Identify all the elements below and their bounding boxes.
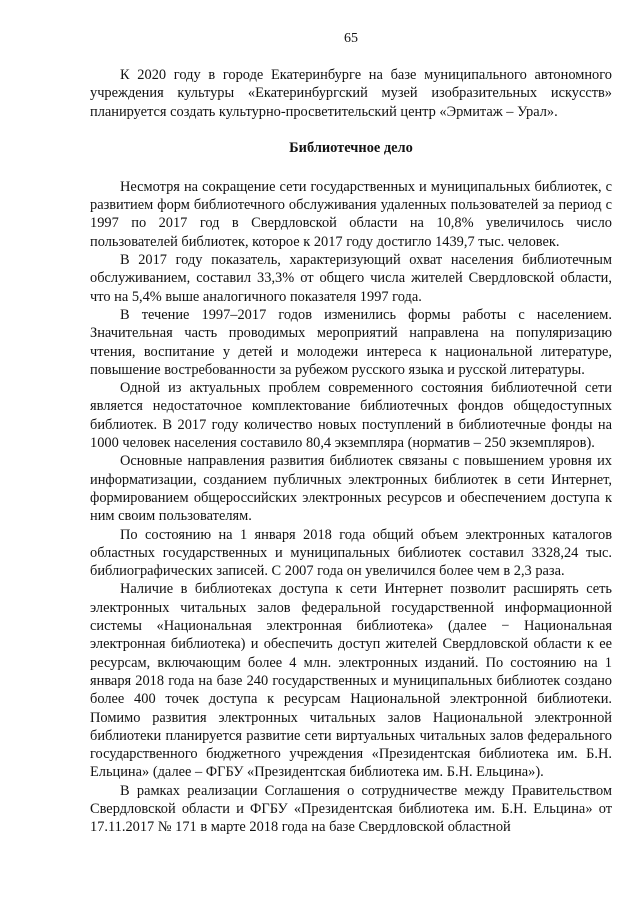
intro-paragraph: К 2020 году в городе Екатеринбурге на базе муниципального автономного учреждения культуры «Екатеринбургский музей изобразительных искусств» планируется создать культурно-просветительский центр «Эрмитаж – Урал». bbox=[90, 67, 612, 120]
paragraph-informatization: Основные направления развития библиотек связаны с повышением уровня их информатизации, созданием публичных электронных библиотек в сети Интернет, формированием общероссийских электронных ресурсов и обеспечением доступа к ним своим пользователям. bbox=[90, 453, 612, 525]
paragraph-catalogs: По состоянию на 1 января 2018 года общий объем электронных каталогов областных государственных и муниципальных библиотек составил 3328,24 тыс. библиографических записей. С 2007 года он увеличился более чем в 2,3 раза. bbox=[90, 526, 612, 580]
section-heading: Библиотечное дело bbox=[289, 139, 413, 156]
paragraph-coverage: В 2017 году показатель, характеризующий охват населения библиотечным обслуживанием, составил 33,3% от общего числа жителей Свердловской области, что на 5,4% выше аналогичного показателя 1997 года. bbox=[90, 252, 612, 305]
paragraph-internet-access: Наличие в библиотеках доступа к сети Интернет позволит расширять сеть электронных читальных залов федеральной государственной информационной системы «Национальная электронная библиотека» (далее − Национальная электронная библиотека) и обеспечить доступ жителей Свердловской области к ее ресурсам, включающим более 4 млн. электронных изданий. По состоянию на 1 января 2018 года на базе 240 государственных и муниципальных библиотек создано более 400 точек доступа к ресурсам Национальной электронной библиотеки. Помимо развития электронных читальных залов Национальной электронной библиотеки планируется развитие сети виртуальных читальных залов федерального государственного бюджетного учреждения «Президентская библиотека им. Б.Н. Ельцина» (далее – ФГБУ «Президентская библиотека им. Б.Н. Ельцина»). bbox=[90, 581, 612, 781]
paragraph-work-forms: В течение 1997–2017 годов изменились формы работы с населением. Значительная часть проводимых мероприятий направлена на популяризацию чтения, воспитание у детей и молодежи интереса к национальной литературе, повышение востребованности за рубежом русского языка и русской литературы. bbox=[90, 306, 612, 378]
page-number: 65 bbox=[344, 31, 358, 46]
paragraph-users-growth: Несмотря на сокращение сети государственных и муниципальных библиотек, с развитием форм библиотечного обслуживания удаленных пользователей за период с 1997 по 2017 год в Свердловской области на 10,8% увеличилось число пользователей библиотек, которое к 2017 году достигло 1439,7 тыс. человек. bbox=[90, 178, 612, 250]
document-page bbox=[90, 30, 612, 837]
paragraph-agreement: В рамках реализации Соглашения о сотрудничестве между Правительством Свердловской области и ФГБУ «Президентская библиотека им. Б.Н. Ельцина» от 17.11.2017 № 171 в марте 2018 года на базе Свердловской областной bbox=[90, 782, 612, 836]
paragraph-acquisition: Одной из актуальных проблем современного состояния библиотечной сети является недостаточное комплектование библиотечных фондов общедоступных библиотек. В 2017 году количество новых поступлений в библиотечные фонды на 1000 человек населения составило 80,4 экземпляра (норматив – 250 экземпляров). bbox=[90, 380, 612, 452]
